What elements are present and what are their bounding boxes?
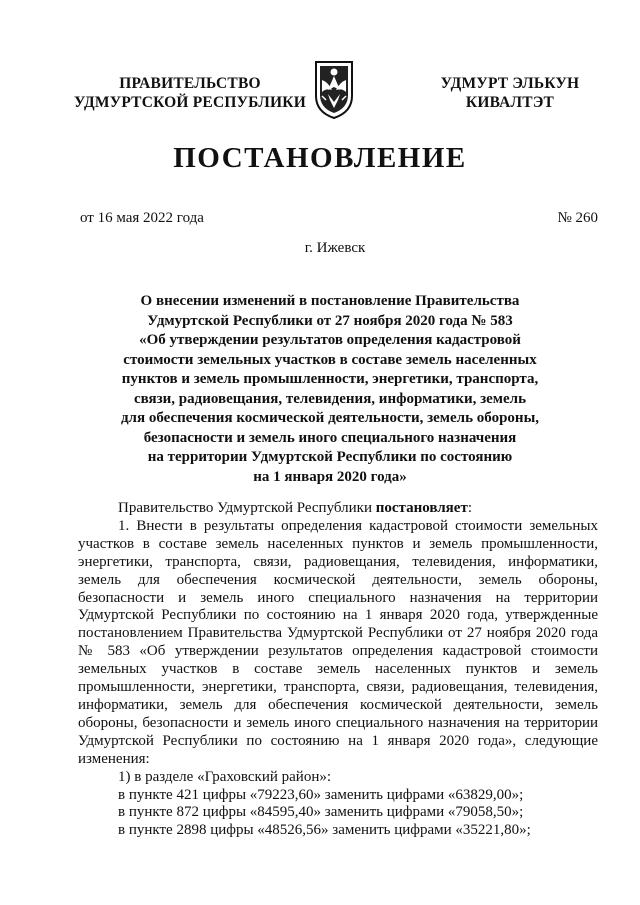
- document-title: ПОСТАНОВЛЕНИЕ: [173, 142, 467, 174]
- paragraph-line: Удмуртской Республики по состоянию на 1 января 2020 года, утвержденные: [78, 607, 598, 624]
- paragraph-line: безопасности и земель иного специального назначения на территории: [78, 589, 598, 606]
- paragraph-line: земель для обеспечения космической деятельности, земель обороны,: [78, 571, 598, 588]
- heading-line: стоимости земельных участков в составе земель населенных: [123, 351, 537, 368]
- heading-line: на 1 января 2020 года»: [253, 468, 407, 485]
- government-name-russian: [70, 74, 310, 112]
- paragraph-line: № 583 «Об утверждении результатов определения кадастровой стоимости: [78, 643, 598, 660]
- government-name-line: КИВАЛТЭТ: [465, 94, 555, 111]
- government-name-line: УДМУРТСКОЙ РЕСПУБЛИКИ: [74, 94, 306, 111]
- government-name-line: ПРАВИТЕЛЬСТВО: [119, 75, 261, 92]
- heading-line: для обеспечения космической деятельности, земель обороны,: [120, 410, 540, 426]
- paragraph-line: изменения:: [78, 750, 150, 767]
- amendment-item: в пункте 872 цифры «84595,40» заменить цифрами «79058,50»;: [118, 804, 524, 821]
- heading-line: связи, радиовещания, телевидения, информатики, земель: [133, 390, 527, 407]
- heading-line: Удмуртской Республики от 27 ноября 2020 года № 583: [147, 312, 513, 329]
- resolution-body: [78, 500, 598, 840]
- paragraph-line: 1. Внести в результаты определения кадастровой стоимости земельных: [118, 517, 598, 534]
- heading-line: «Об утверждении результатов определения кадастровой: [139, 332, 521, 348]
- paragraph-line: Удмуртской Республики по состоянию на 1 января 2020 года», следующие: [78, 732, 598, 749]
- intro-paragraph: [78, 500, 598, 518]
- government-name-udmurt: [410, 74, 610, 112]
- intro-keyword: постановляет: [375, 500, 468, 516]
- government-name-line: УДМУРТ ЭЛЬКУН: [440, 75, 580, 92]
- udmurt-coat-of-arms-icon: [312, 56, 356, 120]
- paragraph-line: земельных участков в составе земель населенных пунктов и земель: [78, 661, 598, 678]
- paragraph-line: энергетики, транспорта, связи, радиовещания, телевидения, информатики,: [78, 553, 598, 570]
- paragraph-line: информатики, земель для обеспечения космической деятельности, земель: [78, 696, 598, 713]
- paragraph-line: промышленности, энергетики, транспорта, связи, радиовещания, телевидения,: [78, 679, 598, 696]
- section-item: 1) в разделе «Граховский район»:: [118, 768, 332, 785]
- heading-line: О внесении изменений в постановление Правительства: [140, 293, 520, 309]
- heading-line: безопасности и земель иного специального назначения: [143, 429, 517, 446]
- heading-line: пунктов и земель промышленности, энергетики, транспорта,: [121, 371, 539, 387]
- document-city: г. Ижевск: [304, 240, 366, 256]
- paragraph-line: обороны, безопасности и земель иного специального назначения на территории: [78, 714, 598, 731]
- paragraph-line: участков в составе земель населенных пунктов и земель промышленности,: [78, 535, 598, 552]
- heading-line: на территории Удмуртской Республики по состоянию: [147, 449, 513, 465]
- resolution-heading: [100, 292, 560, 487]
- paragraph-line: постановлением Правительства Удмуртской Республики от 27 ноября 2020 года: [78, 625, 598, 642]
- amendment-item: в пункте 2898 цифры «48526,56» заменить цифрами «35221,80»;: [118, 822, 531, 839]
- amendment-item: в пункте 421 цифры «79223,60» заменить цифрами «63829,00»;: [118, 786, 524, 803]
- document-number: № 260: [557, 210, 598, 226]
- document-date: от 16 мая 2022 года: [80, 210, 204, 226]
- intro-text: Правительство Удмуртской Республики: [118, 500, 376, 516]
- intro-colon: :: [467, 500, 472, 516]
